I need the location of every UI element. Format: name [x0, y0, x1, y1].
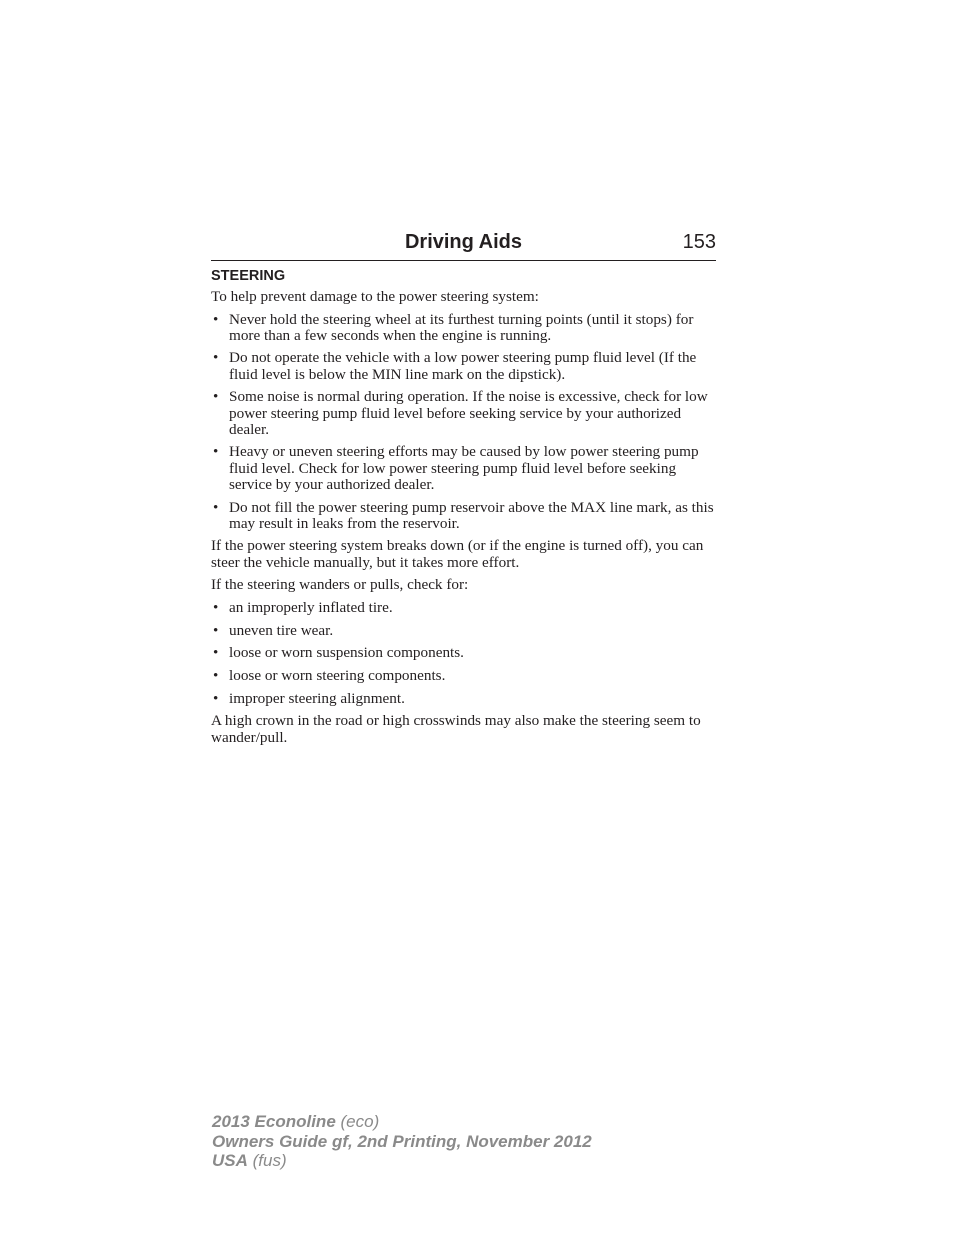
list-item — [211, 691, 717, 708]
footer-guide-line: Owners Guide gf, 2nd Printing, November 2012 — [212, 1131, 592, 1151]
list-item-text: improper steering alignment. — [229, 689, 405, 707]
bullet-icon: • — [213, 599, 219, 616]
bullet-icon: • — [213, 689, 219, 707]
footer-market-line — [212, 1151, 592, 1171]
closing-paragraph: A high crown in the road or high crosswinds may also make the steering seem to wander/pull. — [211, 712, 701, 747]
list-item — [211, 668, 717, 685]
list-item-text: Do not operate the vehicle with a low power steering pump fluid level (If the fluid level is below the MIN line mark on the dipstick). — [229, 349, 697, 383]
footer-market: USA — [212, 1151, 248, 1170]
list-item — [211, 389, 717, 439]
footer-model-line — [212, 1112, 592, 1132]
list-item-text: an improperly inflated tire. — [229, 599, 393, 616]
precautions-list — [211, 312, 717, 533]
list-item — [211, 350, 717, 383]
footer-model: 2013 Econoline — [212, 1112, 336, 1131]
list-item-text: Heavy or uneven steering efforts may be caused by low power steering pump fluid level. Check for low power steering pump fluid level before seeking service by your authorized dealer. — [229, 443, 699, 494]
list-item — [211, 444, 717, 494]
list-item — [211, 623, 717, 640]
page-footer — [212, 1112, 592, 1171]
bullet-icon: • — [213, 310, 219, 328]
list-item-text: Never hold the steering wheel at its furthest turning points (until it stops) for more than a few seconds when the engine is running. — [229, 310, 694, 345]
bullet-icon: • — [213, 621, 219, 639]
section-heading: STEERING — [211, 268, 286, 284]
list-item-text: Do not fill the power steering pump reservoir above the MAX line mark, as this may result in leaks from the reservoir. — [229, 498, 714, 533]
bullet-icon: • — [213, 644, 219, 662]
main-content — [211, 267, 717, 753]
bullet-icon: • — [213, 667, 219, 685]
list-item — [211, 312, 717, 345]
list-item-text: loose or worn steering components. — [229, 667, 446, 685]
footer-model-code: (eco) — [340, 1112, 380, 1131]
bullet-icon: • — [213, 498, 219, 516]
section-title: Driving Aids — [404, 231, 523, 253]
list-item — [211, 645, 717, 662]
list-item-text: Some noise is normal during operation. If the noise is excessive, check for low power steering pump fluid level before seeking service by your authorized dealer. — [229, 387, 708, 439]
list-item — [211, 600, 717, 617]
wander-causes-list — [211, 600, 717, 707]
footer-market-code: (fus) — [252, 1151, 287, 1170]
bullet-icon: • — [213, 443, 219, 461]
bullet-icon: • — [213, 387, 219, 405]
intro-paragraph: To help prevent damage to the power steering system: — [211, 288, 539, 305]
wander-intro: If the steering wanders or pulls, check for: — [211, 576, 469, 594]
page-number: 153 — [682, 231, 716, 253]
list-item — [211, 500, 717, 533]
breakdown-paragraph: If the power steering system breaks down (or if the engine is turned off), you can steer the vehicle manually, but it takes more effort. — [211, 537, 704, 571]
bullet-icon: • — [213, 349, 219, 367]
list-item-text: loose or worn suspension components. — [229, 644, 464, 662]
list-item-text: uneven tire wear. — [229, 621, 334, 639]
page-header — [211, 230, 716, 261]
